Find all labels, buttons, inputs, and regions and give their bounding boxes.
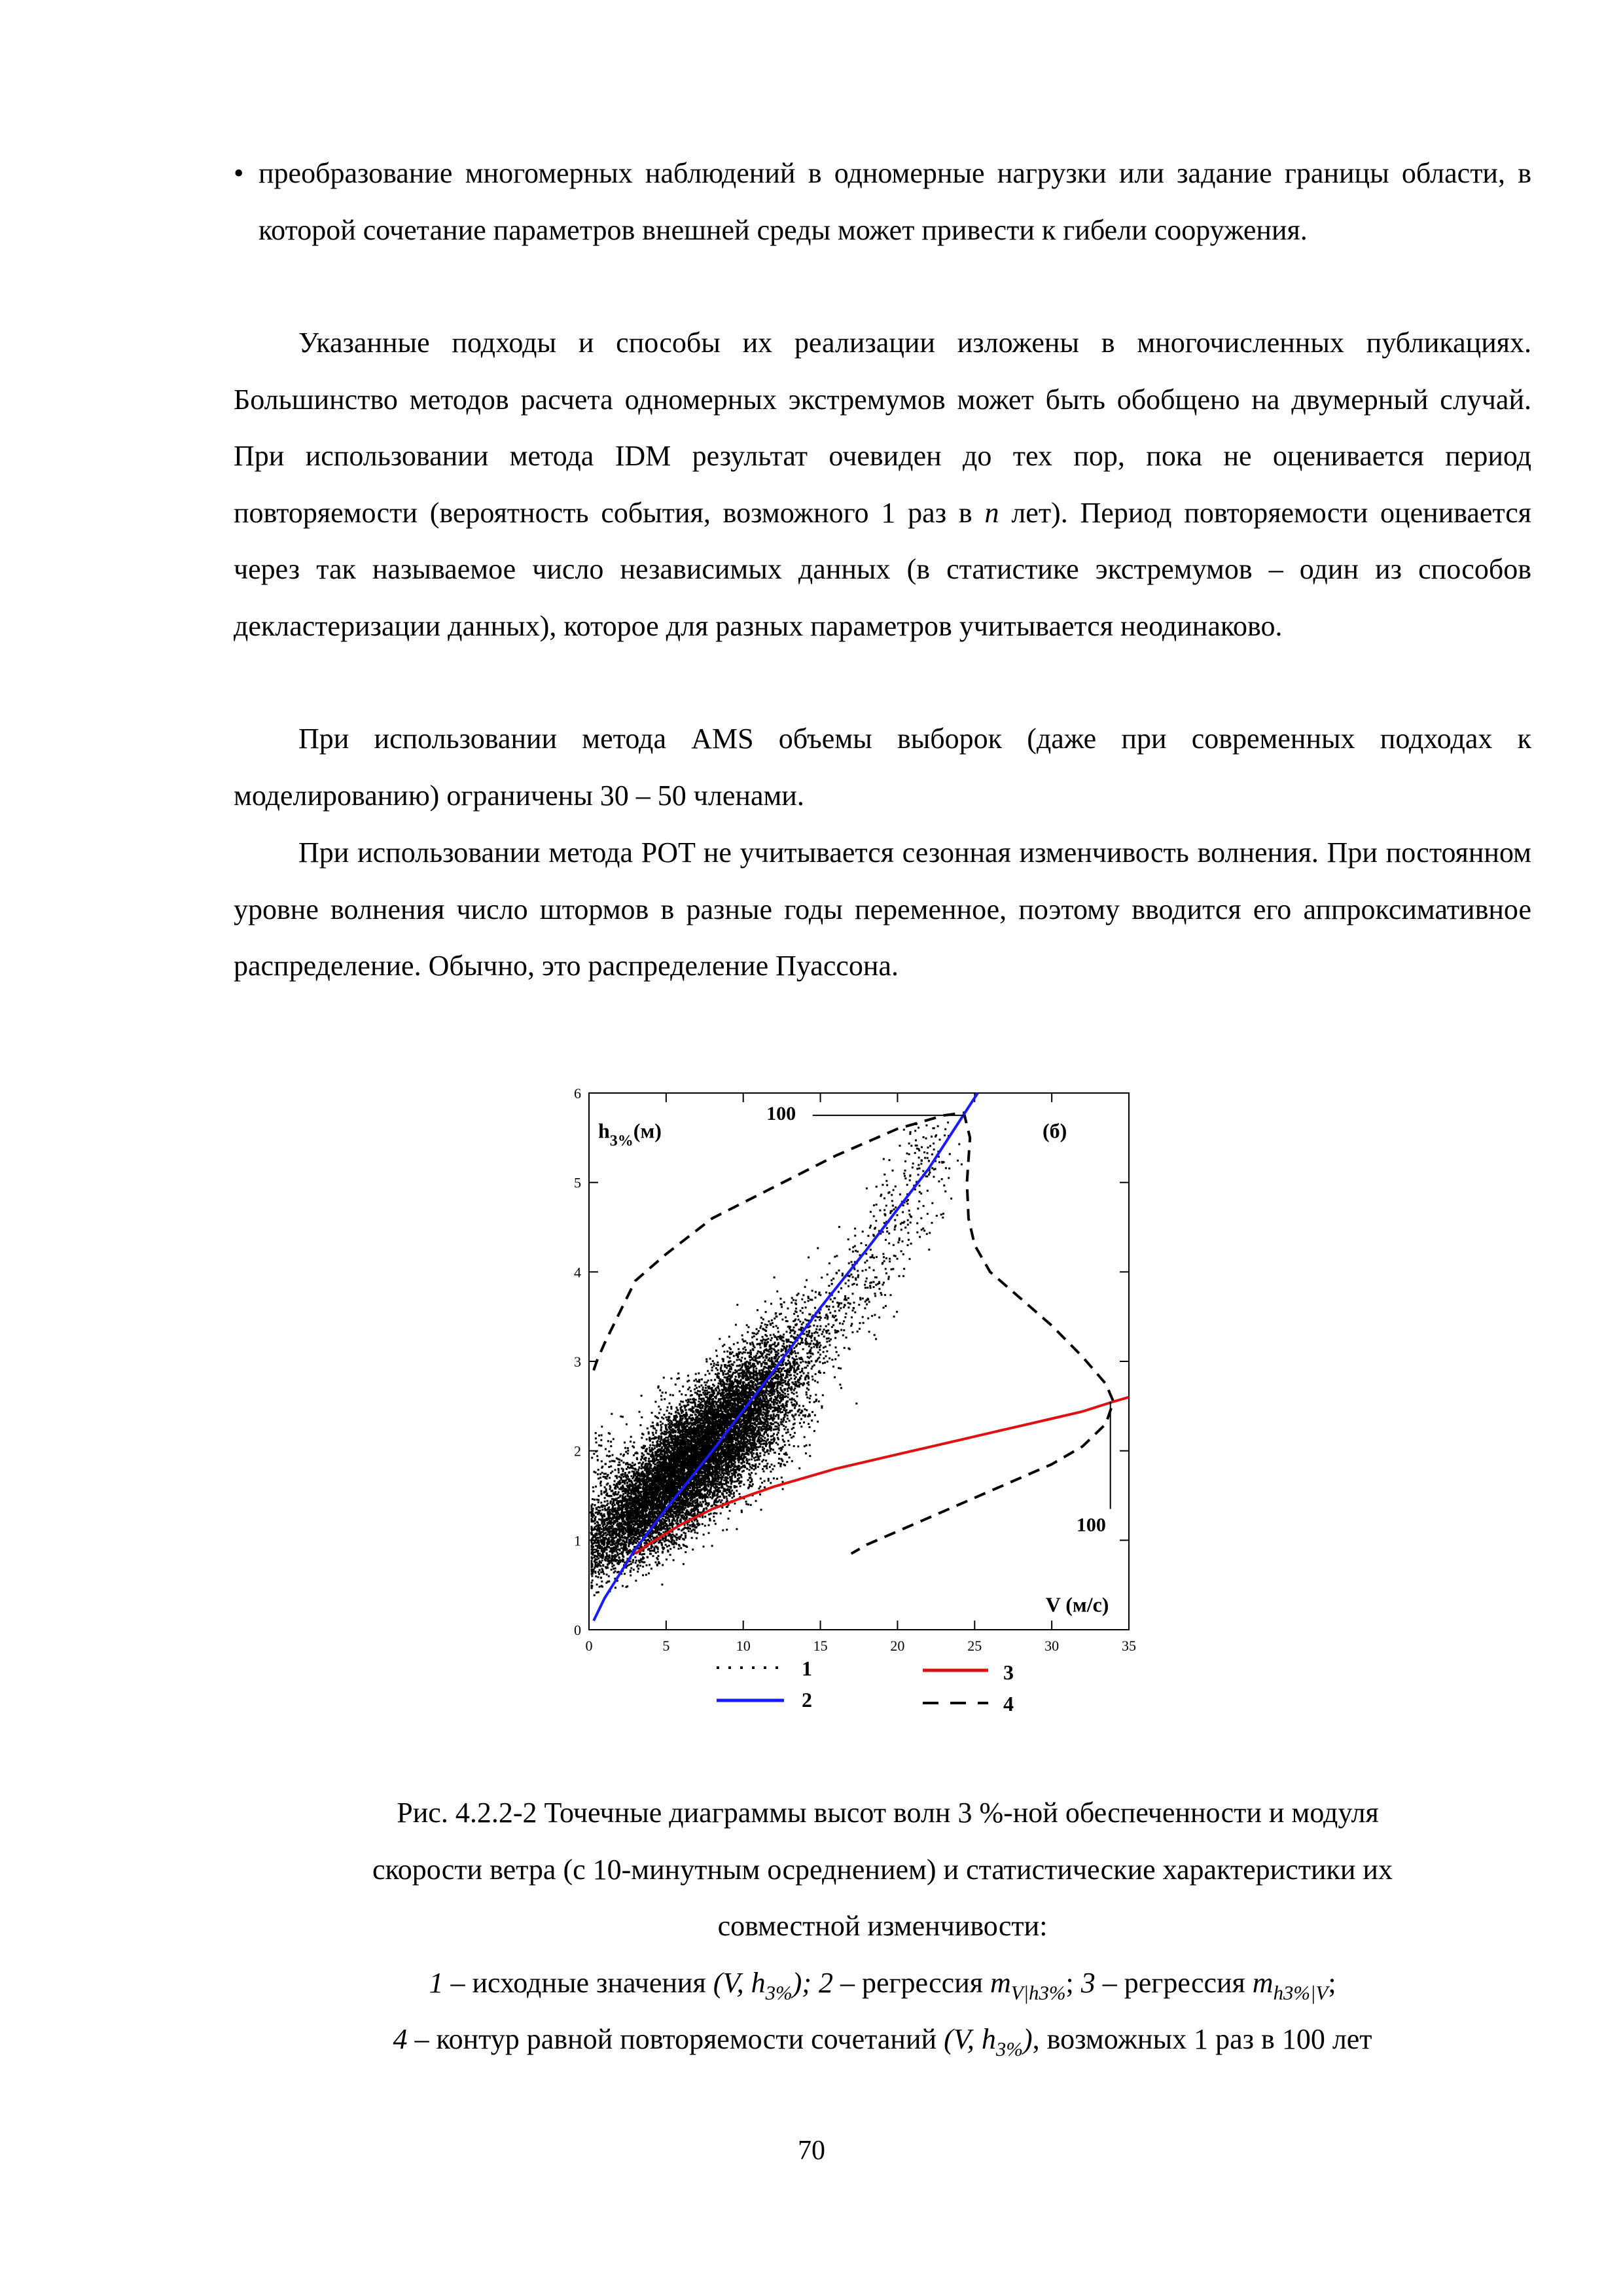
paragraph-text: Указанные подходы и способы их реализации изложены в многочисленных публикациях. Большинство методов расчета одномерных экстремумов может быть обобщено на двумерный случай. При использовании метода IDM результат очевиден до тех пор, пока не оценивается период повторяемости (вероятность события, возможного 1 раз в <box>234 327 1531 529</box>
annotation-100-right: 100 <box>1076 1514 1106 1536</box>
y-axis-label: $h_{3\%}(м)$ <box>598 1119 662 1150</box>
y-tick-label: 3 <box>574 1354 581 1370</box>
caption-text: ; <box>1065 1966 1081 1999</box>
bullet-text: преобразование многомерных наблюдений в одномерные нагрузки или задание границы области, в которой сочетание параметров внешней среды может привести к гибели сооружения. <box>259 157 1531 246</box>
legend-1-swatch <box>752 1666 755 1669</box>
caption-num-3: 3 <box>1080 1966 1096 1999</box>
caption-math: m <box>990 1966 1011 1999</box>
figure-caption <box>234 1785 1531 2068</box>
x-axis-label: V (м/с) <box>1045 1592 1109 1617</box>
caption-math-sub: h3%|V <box>1273 1981 1329 2004</box>
caption-text: ; <box>1328 1966 1336 1999</box>
legend-3-label: 3 <box>1003 1660 1014 1684</box>
page-number: 70 <box>798 2136 825 2166</box>
caption-text: – регрессия <box>832 1966 990 1999</box>
y-tick-label: 4 <box>574 1264 581 1281</box>
x-tick-label: 25 <box>967 1638 982 1654</box>
caption-line-1: Рис. 4.2.2-2 Точечные диаграммы высот волн 3 %-ной обеспеченности и модуля <box>397 1797 1379 1829</box>
caption-line-3: совместной изменчивости: <box>717 1910 1048 1942</box>
caption-text: – исходные значения <box>443 1966 713 1999</box>
y-tick-label: 0 <box>574 1622 581 1638</box>
caption-math-sub: V|h3% <box>1010 1981 1066 2004</box>
caption-line-2: скорости ветра (с 10-минутным осреднением) и статистические характеристики их <box>372 1853 1393 1886</box>
x-tick-label: 5 <box>662 1638 670 1654</box>
caption-text: – регрессия <box>1095 1966 1253 1999</box>
paragraph-methods <box>234 315 1531 655</box>
legend-1-swatch <box>740 1666 743 1669</box>
y-tick-label: 6 <box>574 1085 581 1102</box>
legend-1-swatch <box>728 1666 731 1669</box>
caption-text: , возможных 1 раз в 100 лет <box>1032 2023 1372 2055</box>
legend-1-swatch <box>764 1666 766 1669</box>
paragraph-text-after: лет). Период повторяемости оценивается через так называемое число независимых данных (в статистике экстремумов – один из способов декластеризации данных), которое для разных параметров учитывается неодинаково. <box>234 496 1531 642</box>
x-tick-label: 10 <box>736 1638 751 1654</box>
caption-math-sub: 3% <box>995 2037 1023 2060</box>
x-tick-label: 20 <box>890 1638 905 1654</box>
bullet-dot: • <box>234 157 244 189</box>
x-tick-label: 30 <box>1044 1638 1060 1654</box>
x-tick-label: 35 <box>1122 1638 1136 1654</box>
caption-num-1: 1 <box>429 1966 444 1999</box>
caption-math: ); <box>792 1966 819 1999</box>
caption-math: (V, h <box>944 2023 996 2055</box>
y-tick-label: 5 <box>574 1174 581 1191</box>
legend-1-swatch <box>776 1666 778 1669</box>
paragraph-italic-n: n <box>984 496 999 529</box>
scatter-chart <box>537 1060 1191 1754</box>
legend-1-label: 1 <box>802 1657 812 1680</box>
annotation-100-top: 100 <box>766 1103 796 1124</box>
bullet-item <box>234 145 1531 259</box>
caption-math: m <box>1252 1966 1274 1999</box>
x-tick-label: 0 <box>585 1638 593 1654</box>
caption-line-5 <box>234 2011 1531 2068</box>
caption-num-2: 2 <box>818 1966 833 1999</box>
caption-math: ) <box>1022 2023 1033 2055</box>
x-tick-label: 15 <box>813 1638 828 1654</box>
y-tick-label: 2 <box>574 1443 581 1460</box>
y-tick-label: 1 <box>574 1532 581 1549</box>
legend-1-swatch <box>717 1666 719 1669</box>
legend-2-label: 2 <box>802 1688 812 1712</box>
caption-text: – контур равной повторяемости сочетаний <box>407 2023 944 2055</box>
legend-4-label: 4 <box>1003 1692 1014 1715</box>
caption-math: (V, h <box>713 1966 766 1999</box>
panel-label: (б) <box>1043 1119 1067 1143</box>
caption-line-4 <box>234 1955 1531 2012</box>
caption-num-4: 4 <box>393 2023 408 2055</box>
paragraph-pot: При использовании метода POT не учитывается сезонная изменчивость волнения. При постоянном уровне волнения число штормов в разные годы переменное, поэтому вводится его аппроксимативное распределение. Обычно, это распределение Пуассона. <box>234 836 1531 982</box>
caption-math-sub: 3% <box>765 1981 793 2004</box>
paragraph-ams: При использовании метода AMS объемы выборок (даже при современных подходах к моделированию) ограничены 30 – 50 членами. <box>234 723 1531 812</box>
